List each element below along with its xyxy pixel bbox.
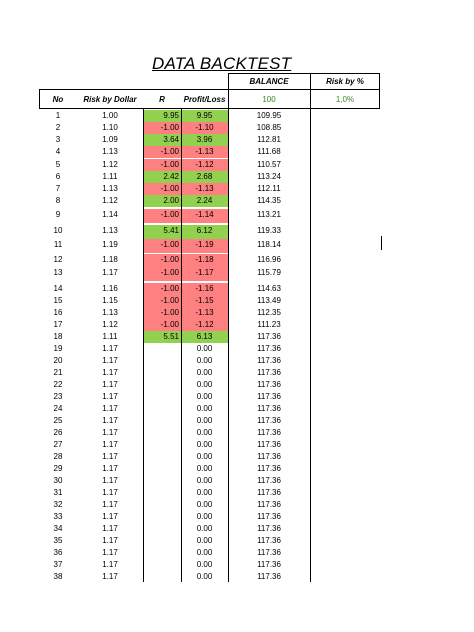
cell-risk: 1.17	[102, 512, 118, 521]
cell-bal: 114.63	[257, 284, 281, 293]
cell-pl: -1.13	[195, 308, 214, 317]
cell-risk: 1.17	[102, 488, 118, 497]
cell-bal: 117.36	[257, 488, 281, 497]
cell-r: -1.00	[160, 210, 179, 219]
header-border	[39, 108, 380, 109]
cell-pl: 0.00	[196, 452, 213, 461]
cell-pl: 0.00	[196, 404, 213, 413]
text-cursor	[381, 236, 382, 250]
cell-pl: 2.68	[196, 172, 213, 181]
cell-risk: 1.17	[102, 268, 118, 277]
cell-no: 24	[53, 404, 63, 413]
cell-risk: 1.11	[102, 332, 118, 341]
cell-no: 19	[53, 344, 63, 353]
cell-risk: 1.14	[102, 210, 118, 219]
cell-pl: 0.00	[196, 572, 213, 581]
cell-pl: 0.00	[196, 428, 213, 437]
cell-pl: 0.00	[196, 536, 213, 545]
cell-no: 13	[53, 268, 63, 277]
cell-pl: -1.16	[195, 284, 214, 293]
cell-risk: 1.16	[102, 284, 118, 293]
column-divider	[310, 109, 311, 582]
cell-no: 2	[55, 123, 61, 132]
cell-bal: 117.36	[257, 452, 281, 461]
cell-no: 37	[53, 560, 63, 569]
cell-r: -1.00	[160, 147, 179, 156]
cell-pl: 0.00	[196, 416, 213, 425]
cell-pl: 0.00	[196, 488, 213, 497]
cell-risk: 1.17	[102, 428, 118, 437]
cell-no: 17	[53, 320, 63, 329]
cell-bal: 117.36	[257, 404, 281, 413]
cell-bal: 117.36	[257, 500, 281, 509]
cell-pl: 0.00	[196, 464, 213, 473]
cell-pl: -1.12	[195, 160, 214, 169]
cell-bal: 112.11	[257, 184, 281, 193]
cell-risk: 1.17	[102, 404, 118, 413]
cell-no: 29	[53, 464, 63, 473]
cell-no: 25	[53, 416, 63, 425]
cell-risk: 1.12	[102, 160, 118, 169]
cell-bal: 117.36	[257, 356, 281, 365]
cell-risk: 1.15	[102, 296, 118, 305]
cell-r: 9.95	[163, 111, 179, 120]
cell-risk: 1.13	[102, 308, 118, 317]
cell-risk: 1.13	[102, 147, 118, 156]
cell-pl: -1.15	[195, 296, 214, 305]
cell-no: 3	[55, 135, 61, 144]
header-risk-by-dollar: Risk by Dollar	[83, 95, 137, 104]
cell-pl: 0.00	[196, 476, 213, 485]
cell-pl: 6.12	[196, 226, 213, 235]
cell-risk: 1.12	[102, 196, 118, 205]
cell-bal: 117.36	[257, 416, 281, 425]
cell-pl: 0.00	[196, 548, 213, 557]
header-no: No	[52, 95, 64, 104]
cell-risk: 1.18	[102, 255, 118, 264]
cell-no: 4	[55, 147, 61, 156]
cell-no: 15	[53, 296, 63, 305]
cell-bal: 118.14	[257, 240, 281, 249]
cell-pl: 2.24	[196, 196, 213, 205]
cell-pl: 0.00	[196, 440, 213, 449]
cell-no: 27	[53, 440, 63, 449]
cell-no: 14	[53, 284, 63, 293]
cell-r: 5.41	[163, 226, 179, 235]
cell-r: -1.00	[160, 160, 179, 169]
cell-no: 34	[53, 524, 63, 533]
cell-risk: 1.19	[102, 240, 118, 249]
header-r: R	[159, 95, 165, 104]
cell-pl: -1.14	[195, 210, 214, 219]
cell-risk: 1.17	[102, 440, 118, 449]
cell-bal: 109.95	[256, 111, 282, 120]
header-balance: BALANCE	[249, 77, 289, 86]
cell-no: 1	[55, 111, 61, 120]
cell-r: -1.00	[160, 268, 179, 277]
cell-bal: 117.36	[257, 428, 281, 437]
cell-risk: 1.17	[102, 344, 118, 353]
cell-pl: 0.00	[196, 512, 213, 521]
cell-bal: 108.85	[256, 123, 282, 132]
cell-risk: 1.13	[102, 226, 118, 235]
cell-pl: 6.13	[196, 332, 213, 341]
cell-no: 11	[53, 240, 63, 249]
cell-no: 16	[53, 308, 63, 317]
cell-r: -1.00	[160, 184, 179, 193]
cell-r: -1.00	[160, 320, 179, 329]
cell-pl: 0.00	[196, 380, 213, 389]
cell-r: -1.00	[160, 308, 179, 317]
cell-no: 8	[55, 196, 61, 205]
cell-risk: 1.17	[102, 476, 118, 485]
cell-bal: 117.36	[257, 332, 281, 341]
cell-bal: 111.68	[257, 147, 281, 156]
cell-pl: 0.00	[196, 392, 213, 401]
cell-risk: 1.17	[102, 572, 118, 581]
cell-bal: 117.36	[257, 536, 281, 545]
cell-bal: 116.96	[257, 255, 281, 264]
cell-bal: 117.36	[257, 548, 281, 557]
cell-pl: 0.00	[196, 344, 213, 353]
header-border	[39, 89, 380, 90]
cell-bal: 117.36	[257, 524, 281, 533]
cell-no: 21	[53, 368, 63, 377]
cell-no: 30	[53, 476, 63, 485]
column-divider	[181, 109, 182, 582]
cell-bal: 110.57	[257, 160, 281, 169]
cell-bal: 117.36	[257, 368, 281, 377]
cell-risk: 1.17	[102, 500, 118, 509]
cell-risk: 1.17	[102, 368, 118, 377]
cell-pl: 0.00	[196, 560, 213, 569]
cell-pl: 0.00	[196, 356, 213, 365]
cell-pl: 3.96	[196, 135, 213, 144]
cell-r: 3.64	[163, 135, 179, 144]
cell-no: 36	[53, 548, 63, 557]
cell-bal: 117.36	[257, 560, 281, 569]
cell-r: -1.00	[160, 284, 179, 293]
cell-bal: 112.81	[257, 135, 281, 144]
cell-no: 7	[55, 184, 61, 193]
cell-pl: 0.00	[196, 524, 213, 533]
cell-pl: -1.10	[195, 123, 214, 132]
cell-risk: 1.10	[102, 123, 118, 132]
cell-r: 2.00	[163, 196, 179, 205]
cell-risk: 1.17	[102, 560, 118, 569]
cell-no: 35	[53, 536, 63, 545]
cell-no: 23	[53, 392, 63, 401]
cell-risk: 1.09	[102, 135, 118, 144]
column-divider	[228, 109, 229, 582]
cell-risk: 1.12	[102, 320, 118, 329]
cell-pl: 9.95	[196, 111, 213, 120]
cell-no: 5	[55, 160, 61, 169]
cell-bal: 117.36	[257, 464, 281, 473]
page-title: DATA BACKTEST	[152, 54, 292, 73]
cell-pl: -1.18	[195, 255, 214, 264]
cell-pl: -1.19	[195, 240, 214, 249]
cell-risk: 1.17	[102, 536, 118, 545]
summary-risk-pct: 1,0%	[335, 95, 355, 104]
cell-no: 10	[53, 226, 63, 235]
header-risk-pct: Risk by %	[326, 77, 364, 86]
header-border	[228, 73, 380, 74]
cell-pl: 0.00	[196, 368, 213, 377]
cell-no: 20	[53, 356, 63, 365]
cell-bal: 113.49	[257, 296, 281, 305]
cell-no: 9	[55, 210, 61, 219]
cell-bal: 111.23	[257, 320, 281, 329]
cell-bal: 117.36	[257, 512, 281, 521]
cell-risk: 1.17	[102, 416, 118, 425]
cell-r: -1.00	[160, 123, 179, 132]
cell-no: 33	[53, 512, 63, 521]
cell-risk: 1.17	[102, 524, 118, 533]
cell-bal: 117.36	[257, 572, 281, 581]
cell-risk: 1.11	[102, 172, 118, 181]
cell-pl: -1.13	[195, 184, 214, 193]
cell-no: 28	[53, 452, 63, 461]
cell-bal: 117.36	[257, 476, 281, 485]
summary-balance: 100	[262, 95, 276, 104]
cell-bal: 119.33	[257, 226, 281, 235]
cell-no: 18	[53, 332, 63, 341]
cell-risk: 1.17	[102, 548, 118, 557]
cell-r: -1.00	[160, 240, 179, 249]
cell-bal: 112.35	[257, 308, 281, 317]
cell-risk: 1.17	[102, 452, 118, 461]
cell-bal: 115.79	[257, 268, 281, 277]
cell-bal: 117.36	[257, 344, 281, 353]
cell-bal: 113.21	[257, 210, 281, 219]
cell-pl: -1.13	[195, 147, 214, 156]
cell-no: 22	[53, 380, 63, 389]
cell-no: 6	[55, 172, 61, 181]
cell-no: 31	[53, 488, 63, 497]
cell-bal: 114.35	[257, 196, 281, 205]
column-divider	[143, 109, 144, 582]
cell-pl: 0.00	[196, 500, 213, 509]
cell-no: 26	[53, 428, 63, 437]
cell-r: 5.51	[163, 332, 179, 341]
cell-r: 2.42	[163, 172, 179, 181]
cell-r: -1.00	[160, 255, 179, 264]
cell-pl: -1.17	[195, 268, 214, 277]
cell-risk: 1.17	[102, 356, 118, 365]
cell-no: 32	[53, 500, 63, 509]
cell-risk: 1.17	[102, 392, 118, 401]
cell-risk: 1.17	[102, 464, 118, 473]
cell-bal: 117.36	[257, 380, 281, 389]
cell-bal: 113.24	[257, 172, 281, 181]
cell-no: 38	[53, 572, 63, 581]
cell-bal: 117.36	[257, 440, 281, 449]
header-profit-loss: Profit/Loss	[183, 95, 226, 104]
cell-r: -1.00	[160, 296, 179, 305]
cell-bal: 117.36	[257, 392, 281, 401]
cell-no: 12	[53, 255, 63, 264]
cell-risk: 1.13	[102, 184, 118, 193]
cell-risk: 1.00	[102, 111, 118, 120]
cell-risk: 1.17	[102, 380, 118, 389]
cell-pl: -1.12	[195, 320, 214, 329]
